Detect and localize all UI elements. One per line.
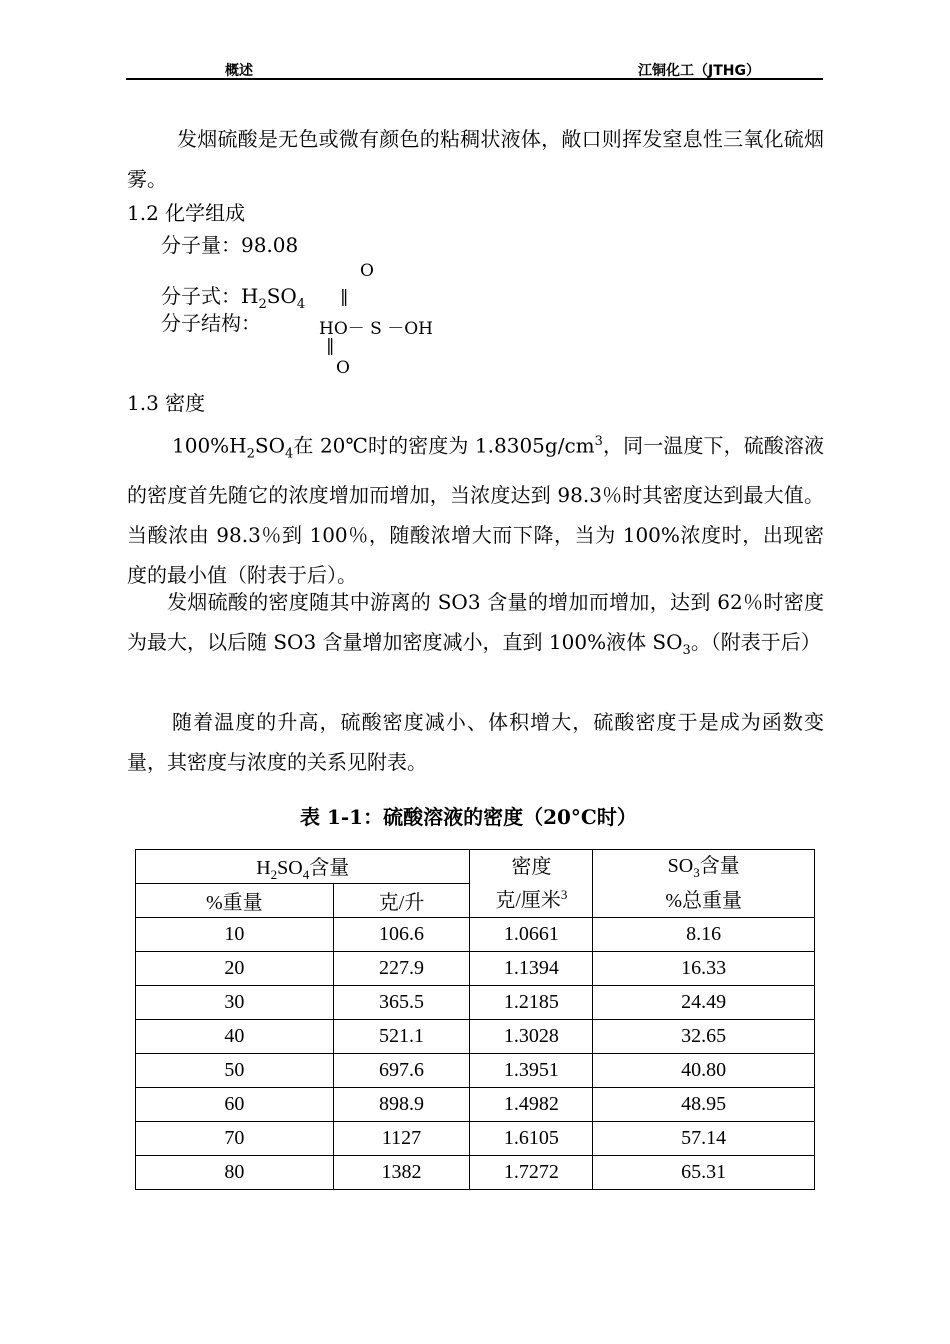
cell-so3: 32.65 [593,1020,815,1054]
density-header [470,850,593,918]
structure-bond-top: ‖ [340,287,349,307]
p1-b-sub: 4 [285,446,294,462]
p2-a: 发烟硫酸的密度随其中游离的 SO3 含量的增加而增加，达到 62％时密度为最大，以后随 SO3 含量增加密度减小，直到 100%液体 SO [127,590,824,654]
cell-so3: 65.31 [593,1156,815,1190]
cell-density: 1.4982 [470,1088,593,1122]
h2so4-content-header [136,850,470,884]
cell-density: 1.1394 [470,952,593,986]
structure-top-o: O [360,261,374,281]
header-right: 江铜化工（JTHG） [638,63,760,79]
molecular-weight [161,225,298,265]
cell-gpl: 898.9 [333,1088,470,1122]
p2-b: 。（附表于后） [690,630,821,654]
h2so4-h-sub: 2 [270,866,278,882]
table-header-row-1 [136,850,815,884]
mw-label: 分子量： [161,233,241,257]
table-title: 表 1-1：硫酸溶液的密度（20°C时） [300,805,637,829]
formula-h: H [241,284,259,308]
cell-density: 1.6105 [470,1122,593,1156]
table-row [136,1156,815,1190]
density-paragraph-2 [127,582,824,671]
cell-weight: 50 [136,1054,334,1088]
so3-so: SO [667,855,694,877]
intro-paragraph: 发烟硫酸是无色或微有颜色的粘稠状液体，敞口则挥发窒息性三氧化硫烟雾。 [127,127,824,191]
cell-weight: 20 [136,952,334,986]
cell-density: 1.3951 [470,1054,593,1088]
structure-label: 分子结构： [161,311,261,335]
cell-so3: 8.16 [593,918,815,952]
header-rule [126,78,823,80]
table-row [136,1122,815,1156]
cell-density: 1.0661 [470,918,593,952]
formula-h-sub: 2 [258,297,267,312]
cell-so3: 24.49 [593,986,815,1020]
table-row [136,918,815,952]
table-row [136,1088,815,1122]
p1-c-sup: 3 [594,434,603,449]
p1-a-sub: 2 [246,446,255,462]
structure-bond-bottom: ‖ [326,336,335,356]
so3-content-label: 含量 [699,855,740,877]
cell-gpl: 1382 [333,1156,470,1190]
h2so4-h: H [256,856,271,879]
table-row [136,1020,815,1054]
cell-weight: 60 [136,1088,334,1122]
density-table [135,849,815,1190]
so3-sub: 3 [693,865,700,880]
cell-gpl: 227.9 [333,952,470,986]
cell-weight: 30 [136,986,334,1020]
col-gpl-header: 克/升 [333,884,470,918]
so3-header [593,850,815,918]
cell-weight: 70 [136,1122,334,1156]
mw-value: 98.08 [241,233,299,257]
cell-gpl: 521.1 [333,1020,470,1054]
table-row [136,986,815,1020]
cell-weight: 10 [136,918,334,952]
table-row [136,952,815,986]
density-header-sup: 3 [560,886,568,902]
cell-so3: 16.33 [593,952,815,986]
formula-so: SO [266,284,297,308]
structure-bottom-o: O [336,358,350,378]
header-left: 概述 [225,63,253,79]
section-1-2-heading: 1.2 化学组成 [127,201,246,225]
cell-gpl: 106.6 [333,918,470,952]
h2so4-so: SO [277,856,303,879]
p1-b: SO [254,433,286,458]
formula-label: 分子式： [161,284,241,308]
p1-a: 100%H [172,433,247,458]
cell-density: 1.7272 [470,1156,593,1190]
cell-weight: 40 [136,1020,334,1054]
col-weight-header: %重量 [136,884,334,918]
h2so4-content-label: 含量 [309,856,350,879]
cell-weight: 80 [136,1156,334,1190]
cell-gpl: 1127 [333,1122,470,1156]
formula-o-sub: 4 [296,297,306,312]
density-paragraph-1 [127,422,824,595]
p2-a-sub: 3 [682,643,691,658]
cell-density: 1.3028 [470,1020,593,1054]
cell-gpl: 365.5 [333,986,470,1020]
density-paragraph-3: 随着温度的升高，硫酸密度减小、体积增大，硫酸密度于是成为函数变量，其密度与浓度的关系见附表。 [127,710,824,774]
p1-c: 在 20℃时的密度为 1.8305g/cm [293,433,595,458]
cell-gpl: 697.6 [333,1054,470,1088]
cell-so3: 48.95 [593,1088,815,1122]
structure-middle: HO－ S －OH [319,319,433,339]
table-row [136,1054,815,1088]
cell-so3: 40.80 [593,1054,815,1088]
h2so4-o-sub: 4 [302,866,310,882]
so3-header-line2: %总重量 [665,890,742,912]
density-header-line1: 密度 [511,855,552,878]
cell-density: 1.2185 [470,986,593,1020]
p1-d: ，同一温度下，硫酸溶液的密度首先随它的浓度增加而增加，当浓度达到 98.3％时其密度达到最大值。当酸浓由 98.3％到 100％，随酸浓增大而下降，当为 100%浓度时，出现密度的最小值（附表于后）。 [127,433,824,587]
density-header-line2: 克/厘米 [495,889,561,912]
cell-so3: 57.14 [593,1122,815,1156]
section-1-3-heading: 1.3 密度 [127,391,206,415]
